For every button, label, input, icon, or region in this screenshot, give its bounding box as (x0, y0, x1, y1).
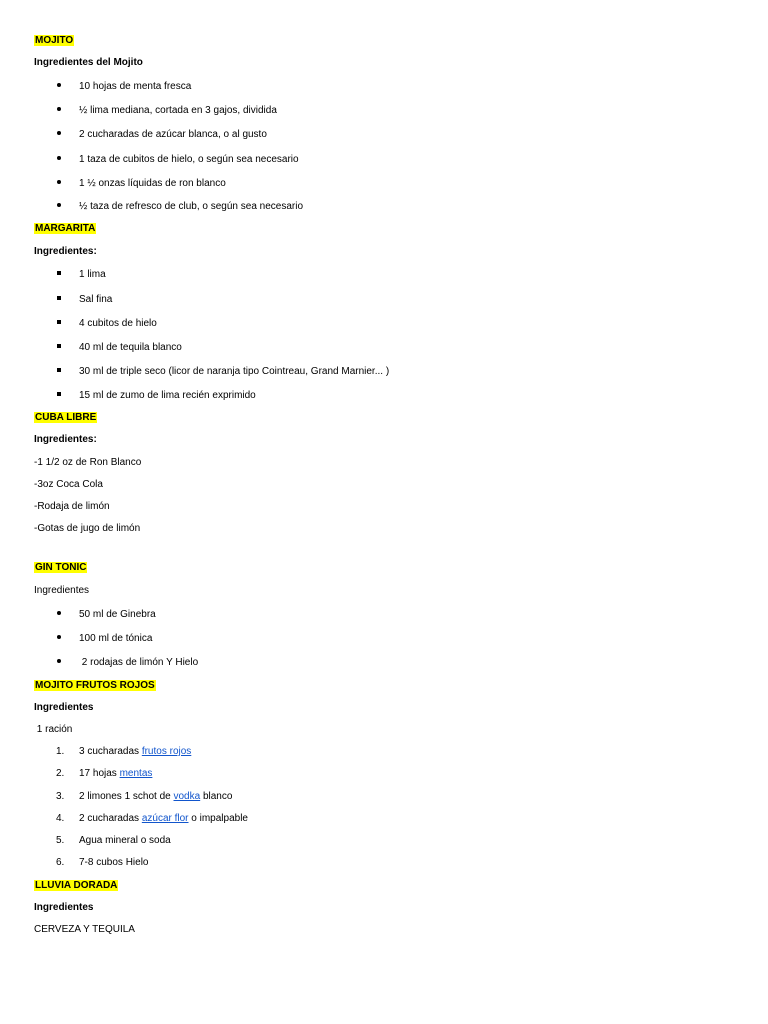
mojito-title-text: MOJITO (35, 35, 74, 46)
square-bullet-icon (56, 293, 68, 305)
bullet-icon (56, 608, 68, 620)
list-number: 6. (56, 857, 65, 868)
mojito-frutos-rojos-subtitle: Ingredientes (34, 702, 94, 713)
list-item-text: 2 limones 1 schot de (79, 791, 174, 802)
list-item (79, 746, 191, 758)
list-item (79, 768, 152, 780)
margarita-title-text: MARGARITA (35, 223, 96, 234)
list-item: 1 taza de cubitos de hielo, o según sea necesario (79, 154, 299, 165)
list-item: 30 ml de triple seco (licor de naranja tipo Cointreau, Grand Marnier... ) (79, 366, 390, 377)
square-bullet-icon (56, 341, 68, 353)
cuba-libre-title (34, 412, 97, 424)
lluvia-dorada-title (34, 880, 118, 892)
square-bullet-icon (56, 389, 68, 401)
list-item: 10 hojas de menta fresca (79, 81, 192, 92)
bullet-icon (56, 656, 68, 668)
list-number: 1. (56, 746, 65, 757)
square-bullet-icon (56, 317, 68, 329)
list-item: 1 ½ onzas líquidas de ron blanco (79, 178, 226, 189)
lluvia-dorada-text: CERVEZA Y TEQUILA (34, 924, 135, 935)
margarita-title (34, 223, 96, 235)
cuba-libre-line: -1 1/2 oz de Ron Blanco (34, 457, 142, 468)
cuba-libre-title-text: CUBA LIBRE (35, 412, 97, 423)
vodka-link[interactable]: vodka (173, 791, 201, 802)
list-item: ½ taza de refresco de club, o según sea necesario (79, 201, 304, 212)
cuba-libre-line: -Rodaja de limón (34, 501, 110, 512)
list-item: 2 cucharadas de azúcar blanca, o al gusto (79, 129, 267, 140)
list-item: 50 ml de Ginebra (79, 609, 156, 620)
gin-tonic-title (34, 562, 87, 574)
mojito-frutos-rojos-title (34, 680, 156, 692)
mojito-subtitle: Ingredientes del Mojito (34, 57, 143, 68)
list-number: 3. (56, 791, 65, 802)
list-item-text: 3 cucharadas (79, 746, 142, 757)
list-item: 2 rodajas de limón Y Hielo (79, 657, 199, 668)
mentas-link[interactable]: mentas (119, 768, 153, 779)
bullet-icon (56, 177, 68, 189)
bullet-icon (56, 153, 68, 165)
bullet-icon (56, 128, 68, 140)
cuba-libre-line: -Gotas de jugo de limón (34, 523, 141, 534)
list-item-text: 2 cucharadas (79, 813, 142, 824)
list-item-text: 17 hojas (79, 768, 120, 779)
bullet-icon (56, 200, 68, 212)
bullet-icon (56, 80, 68, 92)
frutos-rojos-link[interactable]: frutos rojos (141, 746, 192, 757)
gin-tonic-title-text: GIN TONIC (35, 562, 87, 573)
square-bullet-icon (56, 365, 68, 377)
list-item-text: blanco (200, 791, 233, 802)
list-item: ½ lima mediana, cortada en 3 gajos, dividida (79, 105, 277, 116)
list-item: 1 lima (79, 269, 106, 280)
mojito-frutos-rojos-title-text: MOJITO FRUTOS ROJOS (35, 680, 155, 691)
servings-text: 1 ración (34, 724, 73, 735)
lluvia-dorada-subtitle: Ingredientes (34, 902, 94, 913)
gin-tonic-subtitle: Ingredientes (34, 585, 90, 596)
square-bullet-icon (56, 268, 68, 280)
bullet-icon (56, 104, 68, 116)
list-item: 15 ml de zumo de lima recién exprimido (79, 390, 256, 401)
list-number: 4. (56, 813, 65, 824)
list-number: 2. (56, 768, 65, 779)
list-item (79, 813, 248, 825)
bullet-icon (56, 632, 68, 644)
list-item: Agua mineral o soda (79, 835, 171, 846)
azucar-flor-link[interactable]: azúcar flor (141, 813, 189, 824)
cuba-libre-line: -3oz Coca Cola (34, 479, 103, 490)
lluvia-dorada-title-text: LLUVIA DORADA (35, 880, 118, 891)
list-item: 7-8 cubos Hielo (79, 857, 149, 868)
list-item (79, 791, 232, 803)
list-item: 40 ml de tequila blanco (79, 342, 182, 353)
list-item: 100 ml de tónica (79, 633, 153, 644)
cuba-libre-subtitle: Ingredientes: (34, 434, 97, 445)
margarita-subtitle: Ingredientes: (34, 246, 97, 257)
list-item: Sal fina (79, 294, 113, 305)
list-item-text: o impalpable (188, 813, 248, 824)
list-number: 5. (56, 835, 65, 846)
list-item: 4 cubitos de hielo (79, 318, 157, 329)
mojito-title (34, 35, 74, 47)
